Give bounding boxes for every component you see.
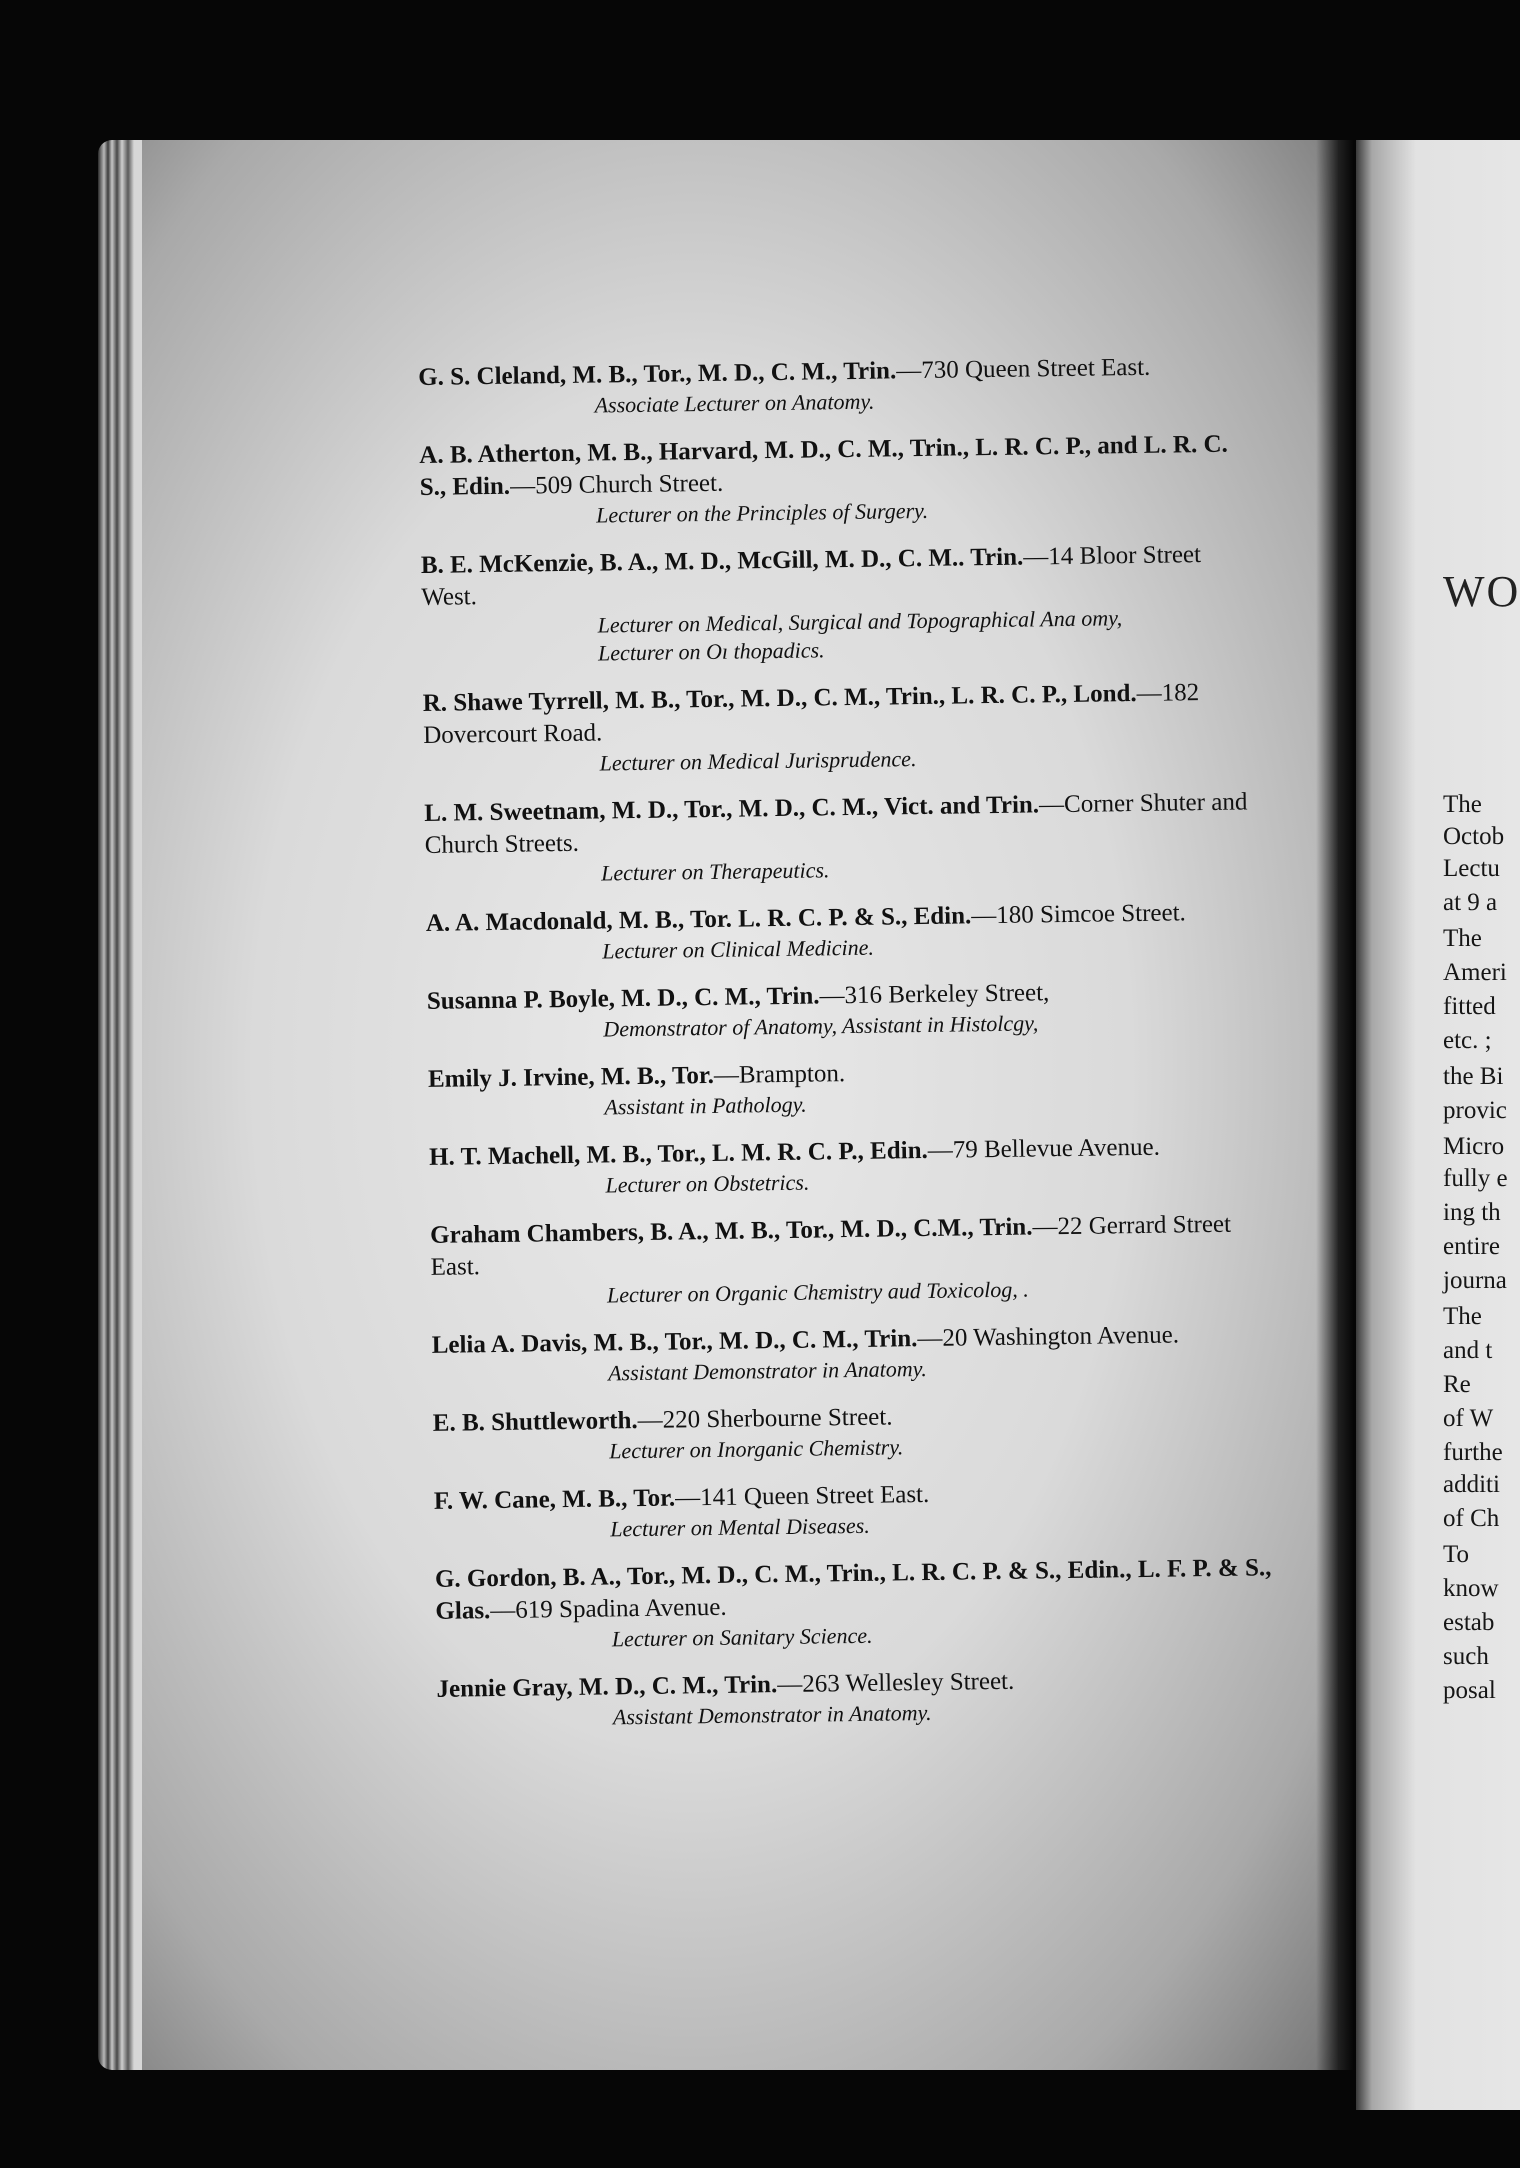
- faculty-address: —316 Berkeley Street,: [819, 979, 1050, 1010]
- faculty-role: Lecturer on Oı thopadics.: [597, 637, 825, 666]
- faculty-name-degrees: Lelia A. Davis, M. B., Tor., M. D., C. M., Trin.: [431, 1325, 918, 1359]
- faculty-role: Lecturer on Inorganic Chemistry.: [609, 1434, 904, 1464]
- book-gutter: [1316, 140, 1354, 2070]
- faculty-address: —79 Bellevue Avenue.: [927, 1133, 1161, 1164]
- right-page-line: estab: [1443, 1609, 1495, 1636]
- faculty-address: —20 Washington Avenue.: [917, 1321, 1180, 1353]
- faculty-name-degrees: G. S. Cleland, M. B., Tor., M. D., C. M., Trin.: [418, 357, 897, 391]
- right-page-line: ing th: [1443, 1199, 1501, 1226]
- faculty-role: Assistant Demonstrator in Anatomy.: [612, 1699, 932, 1730]
- faculty-name-degrees: F. W. Cane, M. B., Tor.: [433, 1484, 676, 1515]
- right-page-line: Lectu: [1443, 855, 1500, 882]
- faculty-address: —22 Gerrard Street East.: [430, 1210, 1232, 1281]
- faculty-role: Demonstrator of Anatomy, Assistant in Histolcgy,: [603, 1010, 1039, 1042]
- faculty-entry: [419, 428, 1260, 532]
- faculty-name-degrees: Jennie Gray, M. D., C. M., Trin.: [436, 1671, 778, 1703]
- faculty-name-degrees: Emily J. Irvine, M. B., Tor.: [427, 1061, 715, 1093]
- right-page-line: the Bi: [1443, 1063, 1504, 1090]
- faculty-entry: [418, 350, 1259, 422]
- faculty-entry: [436, 1662, 1277, 1734]
- faculty-entry: [432, 1318, 1273, 1390]
- faculty-role: Lecturer on Organic Chεmistry aud Toxicolog, .: [606, 1276, 1029, 1308]
- right-page-line: of W: [1443, 1405, 1494, 1432]
- faculty-role: Assistant in Pathology.: [604, 1091, 807, 1120]
- faculty-name-degrees: E. B. Shuttleworth.: [432, 1407, 638, 1437]
- faculty-name-degrees: A. A. Macdonald, M. B., Tor. L. R. C. P. & S., Edin.: [425, 902, 972, 937]
- right-page-heading: WO: [1443, 567, 1520, 616]
- faculty-role: Lecturer on Sanitary Science.: [611, 1622, 873, 1652]
- faculty-name-degrees: A. B. Atherton, M. B., Harvard, M. D., C. M., Trin., L. R. C. P., and L. R. C. S., Edin.: [419, 430, 1229, 501]
- faculty-name-degrees: B. E. McKenzie, B. A., M. D., McGill, M. D., C. M.. Trin.: [420, 543, 1024, 579]
- faculty-entry: [433, 1396, 1274, 1468]
- faculty-role: Lecturer on Obstetrics.: [605, 1169, 810, 1198]
- faculty-name-degrees: R. Shawe Tyrrell, M. B., Tor., M. D., C. M., Trin., L. R. C. P., Lond.: [422, 679, 1137, 717]
- faculty-name-degrees: H. T. Machell, M. B., Tor., L. M. R. C. P., Edin.: [428, 1136, 928, 1171]
- faculty-address: —180 Simcoe Street.: [971, 899, 1187, 930]
- faculty-role: Lecturer on the Principles of Surgery.: [595, 497, 929, 528]
- faculty-list: [418, 350, 1277, 1752]
- right-page-line: To: [1443, 1541, 1470, 1568]
- faculty-entry: [428, 1052, 1269, 1124]
- right-page-line: posal: [1443, 1677, 1496, 1704]
- right-page-line: fitted: [1443, 993, 1496, 1020]
- faculty-entry: [435, 1552, 1276, 1656]
- right-page-line: additi: [1443, 1471, 1500, 1498]
- faculty-address: —220 Sherbourne Street.: [637, 1403, 893, 1435]
- faculty-entry: [421, 538, 1263, 670]
- faculty-entry: [423, 676, 1264, 780]
- right-page-line: The: [1443, 925, 1482, 952]
- entry-heading: [430, 1208, 1271, 1284]
- faculty-entry: [434, 1474, 1275, 1546]
- faculty-entry: [429, 1130, 1270, 1202]
- right-page-line: and t: [1443, 1337, 1493, 1364]
- faculty-name-degrees: G. Gordon, B. A., Tor., M. D., C. M., Trin., L. R. C. P. & S., Edin., L. F. P. & S., Glas.: [434, 1554, 1272, 1625]
- entry-heading: [421, 538, 1262, 614]
- faculty-role: Lecturer on Therapeutics.: [600, 857, 830, 886]
- faculty-role: Lecturer on Clinical Medicine.: [602, 934, 875, 964]
- entry-heading: [423, 676, 1264, 752]
- right-page-line: The: [1443, 791, 1482, 818]
- faculty-entry: [424, 786, 1265, 890]
- faculty-address: —14 Bloor Street West.: [421, 541, 1202, 611]
- right-page-line: Micro: [1443, 1133, 1505, 1160]
- right-page-line: The: [1443, 1303, 1482, 1330]
- faculty-address: —263 Wellesley Street.: [777, 1667, 1015, 1699]
- right-page-line: at 9 a: [1443, 889, 1498, 916]
- faculty-address: —Corner Shuter and Church Streets.: [424, 788, 1248, 859]
- right-page-line: such: [1443, 1643, 1489, 1670]
- right-page-line: entire: [1443, 1233, 1500, 1260]
- faculty-address: —141 Queen Street East.: [674, 1480, 930, 1512]
- faculty-role: Lecturer on Medical, Surgical and Topographical Ana omy,: [597, 605, 1123, 638]
- faculty-entry: [426, 896, 1267, 968]
- faculty-address: —730 Queen Street East.: [896, 353, 1151, 385]
- right-page-line: Ameri: [1443, 959, 1507, 986]
- right-page-line: fully e: [1443, 1165, 1508, 1192]
- faculty-name-degrees: L. M. Sweetnam, M. D., Tor., M. D., C. M., Vict. and Trin.: [424, 791, 1040, 827]
- entry-heading: [424, 786, 1265, 862]
- faculty-address: —Brampton.: [713, 1060, 846, 1089]
- faculty-address: —509 Church Street.: [509, 469, 724, 500]
- faculty-entry: [427, 974, 1268, 1046]
- faculty-role: Assistant Demonstrator in Anatomy.: [607, 1355, 927, 1386]
- right-page-line: journa: [1443, 1267, 1507, 1294]
- faculty-name-degrees: Graham Chambers, B. A., M. B., Tor., M. D., C.M., Trin.: [430, 1213, 1033, 1249]
- faculty-name-degrees: Susanna P. Boyle, M. D., C. M., Trin.: [426, 982, 820, 1015]
- entry-heading: [435, 1552, 1276, 1628]
- faculty-role: Associate Lecturer on Anatomy.: [594, 388, 875, 418]
- right-page-line: know: [1443, 1575, 1499, 1602]
- right-page-line: etc. ;: [1443, 1027, 1492, 1054]
- faculty-role: Lecturer on Mental Diseases.: [610, 1512, 870, 1542]
- right-page-line: Octob: [1443, 823, 1505, 850]
- faculty-address: —182 Dovercourt Road.: [423, 679, 1200, 749]
- faculty-entry: [430, 1208, 1271, 1312]
- faculty-role: Lecturer on Medical Jurisprudence.: [599, 746, 917, 776]
- right-page-line: provic: [1443, 1097, 1507, 1124]
- right-page-line: furthe: [1443, 1439, 1503, 1466]
- faculty-address: —619 Spadina Avenue.: [490, 1593, 727, 1625]
- right-page-line: Re: [1443, 1371, 1471, 1398]
- right-page-line: of Ch: [1443, 1505, 1500, 1532]
- entry-heading: [419, 428, 1260, 504]
